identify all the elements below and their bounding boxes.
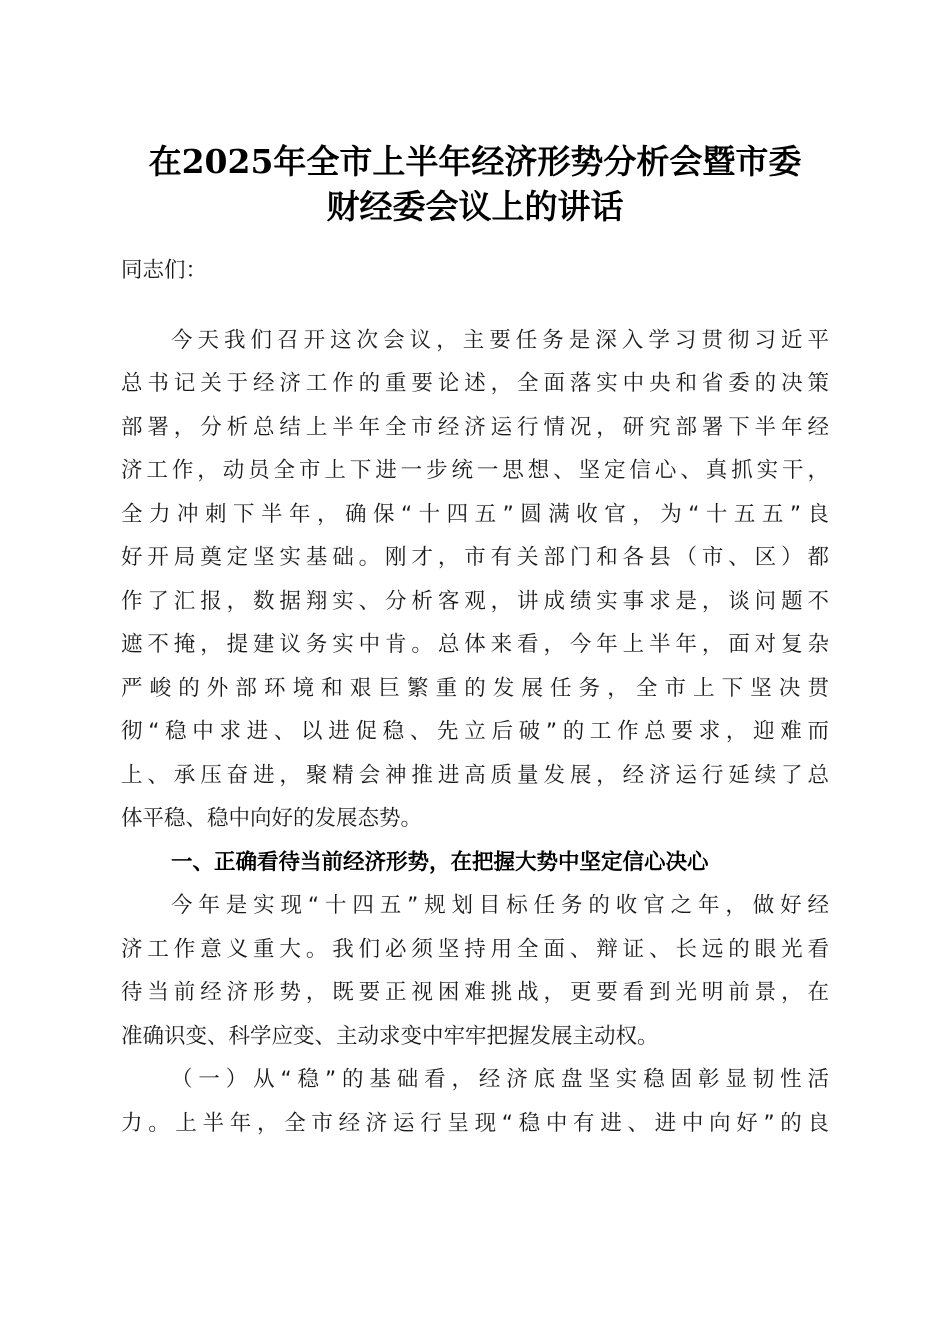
paragraph-line: 全力冲刺下半年，确保“十四五”圆满收官，为“十五五”良: [121, 502, 829, 527]
paragraph-line: 严峻的外部环境和艰巨繁重的发展任务，全市上下坚决贯: [121, 676, 829, 701]
paragraph-line: 作了汇报，数据翔实、分析客观，讲成绩实事求是，谈问题不: [121, 589, 829, 614]
paragraph-line: 今天我们召开这次会议，主要任务是深入学习贯彻习近平: [171, 328, 829, 353]
paragraph-line: 济工作意义重大。我们必须坚持用全面、辩证、长远的眼光看: [121, 937, 829, 962]
section-heading: 一、正确看待当前经济形势，在把握大势中坚定信心决心: [171, 850, 709, 875]
paragraph-line: 今年是实现“十四五”规划目标任务的收官之年，做好经: [171, 893, 829, 918]
paragraph-line: （一）从“稳”的基础看，经济底盘坚实稳固彰显韧性活: [171, 1067, 829, 1092]
paragraph-line: 力。上半年，全市经济运行呈现“稳中有进、进中向好”的良: [121, 1111, 829, 1136]
paragraph-line: 总书记关于经济工作的重要论述，全面落实中央和省委的决策: [121, 371, 829, 396]
paragraph-line: 部署，分析总结上半年全市经济运行情况，研究部署下半年经: [121, 415, 829, 440]
document-title-line-1: 在2025年全市上半年经济形势分析会暨市委: [148, 142, 802, 181]
document-title-line-2: 财经委会议上的讲话: [326, 187, 624, 226]
paragraph-line: 准确识变、科学应变、主动求变中牢牢把握发展主动权。: [121, 1024, 659, 1049]
paragraph-line: 体平稳、稳中向好的发展态势。: [121, 806, 423, 831]
paragraph-line: 上、承压奋进，聚精会神推进高质量发展，经济运行延续了总: [121, 763, 829, 788]
paragraph-line: 遮不掩，提建议务实中肯。总体来看，今年上半年，面对复杂: [121, 632, 829, 657]
paragraph-line: 待当前经济形势，既要正视困难挑战，更要看到光明前景，在: [121, 980, 829, 1005]
paragraph-line: 济工作，动员全市上下进一步统一思想、坚定信心、真抓实干，: [121, 458, 829, 483]
salutation: 同志们：: [121, 258, 208, 283]
paragraph-line: 彻“稳中求进、以进促稳、先立后破”的工作总要求，迎难而: [121, 719, 829, 744]
paragraph-line: 好开局奠定坚实基础。刚才，市有关部门和各县（市、区）都: [121, 545, 829, 570]
